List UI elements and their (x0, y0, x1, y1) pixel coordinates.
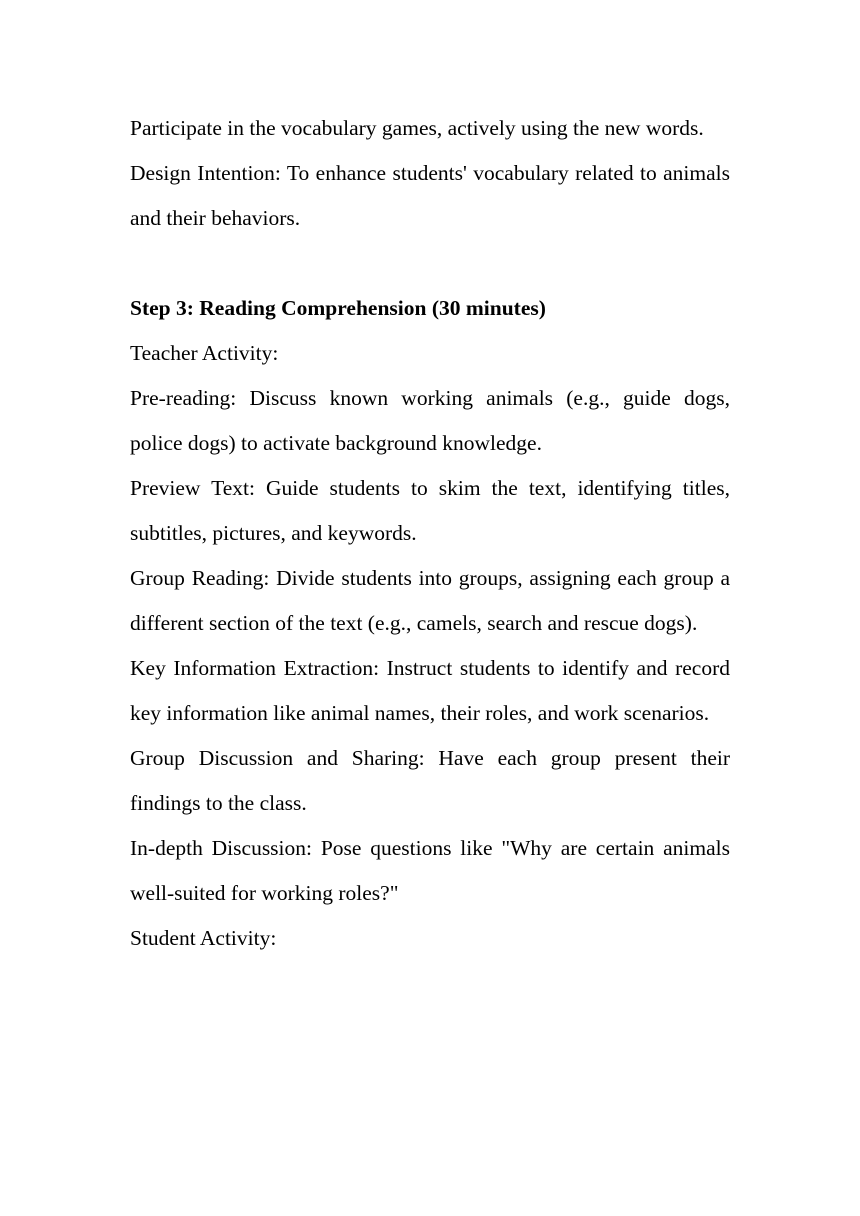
in-depth-discussion-item: In-depth Discussion: Pose questions like "Why are certain animals well-suited for working roles?" (130, 836, 730, 905)
teacher-activity-label: Teacher Activity: (130, 341, 279, 365)
preview-text-item: Preview Text: Guide students to skim the text, identifying titles, subtitles, pictures, and keywords. (130, 476, 730, 545)
student-activity-label: Student Activity: (130, 926, 277, 950)
group-reading-item: Group Reading: Divide students into groups, assigning each group a different section of the text (e.g., camels, search and rescue dogs). (130, 566, 730, 635)
document-body (130, 106, 730, 961)
section-spacer (130, 241, 730, 286)
key-information-item: Key Information Extraction: Instruct students to identify and record key information like animal names, their roles, and work scenarios. (130, 656, 730, 725)
step-3-heading: Step 3: Reading Comprehension (30 minutes) (130, 296, 546, 320)
pre-reading-item: Pre-reading: Discuss known working animals (e.g., guide dogs, police dogs) to activate background knowledge. (130, 386, 730, 455)
design-intention-paragraph: Design Intention: To enhance students' vocabulary related to animals and their behaviors. (130, 161, 730, 230)
vocabulary-games-paragraph: Participate in the vocabulary games, actively using the new words. (130, 116, 704, 140)
group-discussion-item: Group Discussion and Sharing: Have each group present their findings to the class. (130, 746, 730, 815)
